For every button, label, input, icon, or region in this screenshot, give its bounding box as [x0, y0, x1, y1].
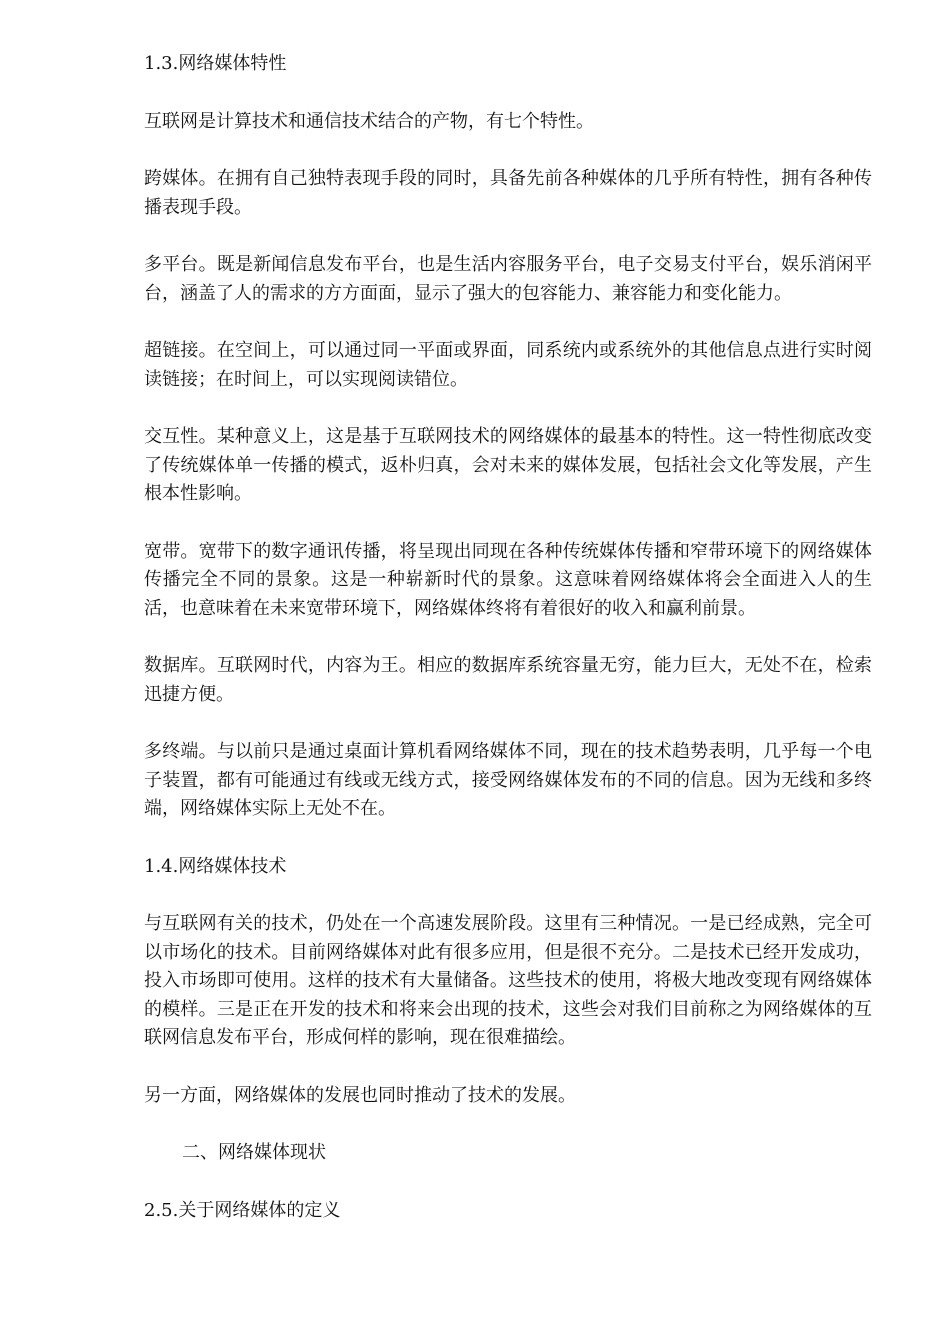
paragraph-intro: 互联网是计算技术和通信技术结合的产物，有七个特性。 — [144, 110, 594, 132]
paragraph-cross-media: 跨媒体。在拥有自己独特表现手段的同时，具备先前各种媒体的几乎所有特性，拥有各种传播表现手段。 — [144, 168, 872, 218]
section-heading-1-3: 1.3.网络媒体特性 — [144, 53, 287, 74]
paragraph-database: 数据库。互联网时代，内容为王。相应的数据库系统容量无穷，能力巨大，无处不在，检索迅捷方便。 — [144, 655, 872, 705]
document-page — [144, 50, 872, 1254]
paragraph-other-aspect: 另一方面，网络媒体的发展也同时推动了技术的发展。 — [144, 1084, 576, 1106]
section-heading-1-4: 1.4.网络媒体技术 — [144, 855, 287, 877]
paragraph-technology: 与互联网有关的技术，仍处在一个高速发展阶段。这里有三种情况。一是已经成熟，完全可以市场化的技术。目前网络媒体对此有很多应用，但是很不充分。二是技术已经开发成功，投入市场即可使用。这样的技术有大量储备。这些技术的使用，将极大地改变现有网络媒体的模样。三是正在开发的技术和将来会出现的技术，这些会对我们目前称之为网络媒体的互联网信息发布平台，形成何样的影响，现在很难描绘。 — [144, 913, 872, 1048]
paragraph-multi-terminal: 多终端。与以前只是通过桌面计算机看网络媒体不同，现在的技术趋势表明，几乎每一个电子装置，都有可能通过有线或无线方式，接受网络媒体发布的不同的信息。因为无线和多终端，网络媒体实际上无处不在。 — [144, 741, 872, 819]
paragraph-broadband: 宽带。宽带下的数字通讯传播，将呈现出同现在各种传统媒体传播和窄带环境下的网络媒体传播完全不同的景象。这是一种崭新时代的景象。这意味着网络媒体将会全面进入人的生活，也意味着在未来宽带环境下，网络媒体终将有着很好的收入和赢利前景。 — [144, 540, 872, 619]
paragraph-hyperlink: 超链接。在空间上，可以通过同一平面或界面，同系统内或系统外的其他信息点进行实时阅读链接；在时间上，可以实现阅读错位。 — [144, 340, 872, 390]
chapter-heading-2: 二、网络媒体现状 — [182, 1142, 326, 1163]
section-heading-2-5: 2.5.关于网络媒体的定义 — [144, 1199, 341, 1221]
paragraph-multi-platform: 多平台。既是新闻信息发布平台，也是生活内容服务平台，电子交易支付平台，娱乐消闲平台，涵盖了人的需求的方方面面，显示了强大的包容能力、兼容能力和变化能力。 — [144, 254, 872, 304]
paragraph-interactivity: 交互性。某种意义上，这是基于互联网技术的网络媒体的最基本的特性。这一特性彻底改变了传统媒体单一传播的模式，返朴归真，会对未来的媒体发展，包括社会文化等发展，产生根本性影响。 — [144, 426, 872, 504]
